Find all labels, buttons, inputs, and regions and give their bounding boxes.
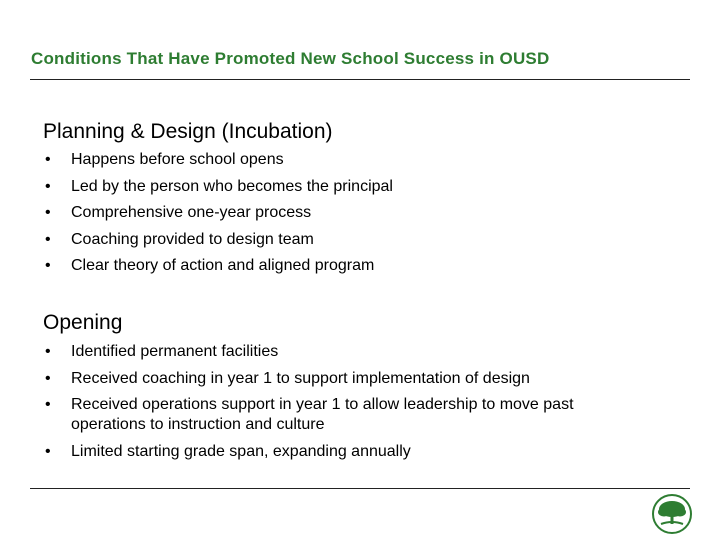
planning-bullet-list [43, 147, 393, 280]
bullet-icon: • [45, 343, 51, 360]
bullet-text: Limited starting grade span, expanding annually [71, 442, 411, 460]
list-item [43, 253, 393, 280]
bullet-text: Received coaching in year 1 to support implementation of design [71, 369, 530, 387]
list-item [43, 366, 651, 393]
list-item [43, 174, 393, 201]
bullet-icon: • [45, 396, 51, 413]
list-item [43, 200, 393, 227]
bullet-icon: • [45, 257, 51, 274]
bullet-text: Led by the person who becomes the principal [71, 177, 393, 195]
list-item [43, 147, 393, 174]
list-item [43, 339, 651, 366]
bullet-icon: • [45, 230, 51, 248]
bullet-text: Comprehensive one-year process [71, 204, 312, 221]
section-heading-planning: Planning & Design (Incubation) [43, 120, 333, 143]
bullet-text: Identified permanent facilities [71, 343, 279, 360]
bottom-divider [30, 488, 690, 489]
bullet-text: Coaching provided to design team [71, 230, 314, 248]
bullet-icon: • [45, 369, 51, 387]
bullet-icon: • [45, 204, 51, 221]
section-heading-opening: Opening [43, 311, 123, 334]
bullet-icon: • [45, 177, 51, 195]
list-item [43, 227, 393, 254]
list-item [43, 392, 651, 439]
opening-bullet-list [43, 339, 651, 465]
bullet-text: Received operations support in year 1 to allow leadership to move past operations to instruction and culture [71, 396, 574, 433]
bullet-text: Happens before school opens [71, 151, 284, 168]
bullet-icon: • [45, 151, 51, 168]
bullet-icon: • [45, 442, 51, 460]
slide-title: Conditions That Have Promoted New School Success in OUSD [31, 49, 550, 68]
top-divider [30, 79, 690, 80]
oak-tree-logo-icon [651, 493, 693, 535]
bullet-text: Clear theory of action and aligned program [71, 257, 375, 274]
list-item [43, 439, 651, 466]
